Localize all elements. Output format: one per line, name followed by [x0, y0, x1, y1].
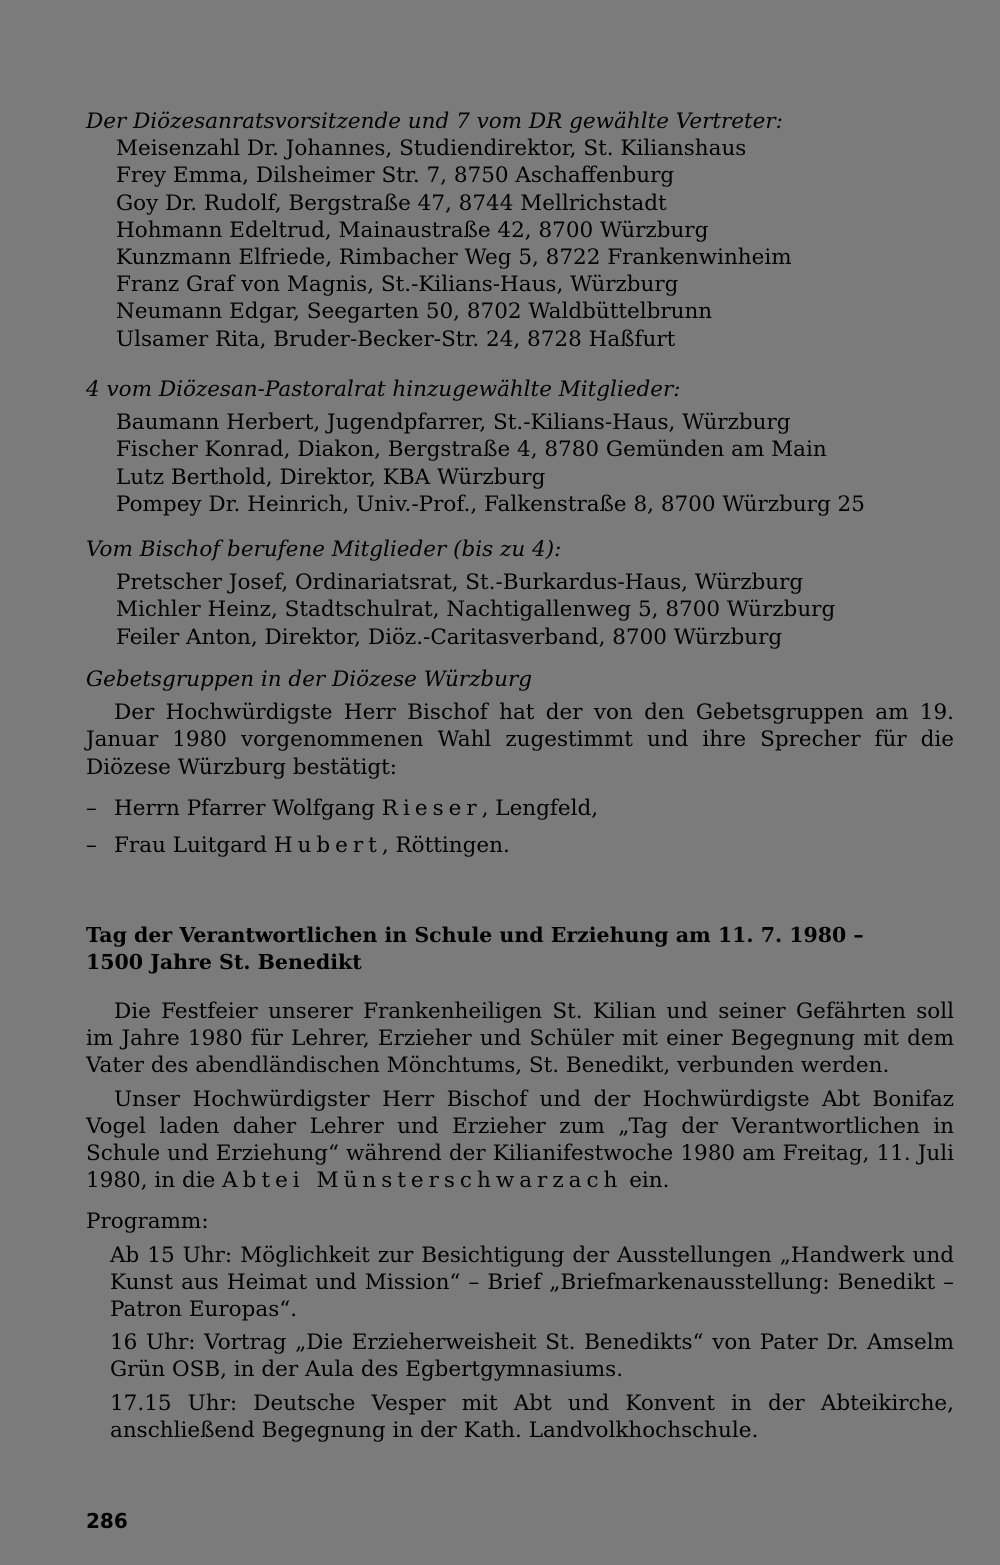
member-list — [86, 569, 956, 651]
list-item: Lutz Berthold, Direktor, KBA Würzburg — [116, 464, 546, 490]
list-item: Hohmann Edeltrud, Mainaustraße 42, 8700 Würzburg — [116, 217, 709, 243]
list-item: Ulsamer Rita, Bruder-Becker-Str. 24, 8728 Haßfurt — [116, 326, 676, 352]
speaker-surname: Rieser — [381, 795, 482, 821]
speaker-list — [86, 795, 954, 859]
program-label: Programm: — [86, 1209, 209, 1235]
article-tag-der-verantwortlichen — [86, 922, 954, 1450]
program-item: 17.15 Uhr: Deutsche Vesper mit Abt und Konvent in der Abteikirche, anschließend Begegnung in der Kath. Landvolkhochschule. — [110, 1390, 954, 1443]
list-item: Meisenzahl Dr. Johannes, Studiendirektor, St. Kilianshaus — [116, 136, 747, 162]
list-item: Neumann Edgar, Seegarten 50, 8702 Waldbüttelbrunn — [116, 299, 713, 325]
list-item: Baumann Herbert, Jugendpfarrer, St.-Kilians-Haus, Würzburg — [116, 410, 791, 436]
place-name: Abtei Münsterschwarzach — [222, 1168, 623, 1194]
program-item: Ab 15 Uhr: Möglichkeit zur Besichtigung der Ausstellungen „Handwerk und Kunst aus Heimat und Mission“ – Brief „Briefmarkenausstellung: Benedikt – Patron Europas“. — [110, 1242, 954, 1323]
section-heading: 4 vom Diözesan-Pastoralrat hinzugewählte Mitglieder: — [86, 377, 681, 402]
section-heading: Gebetsgruppen in der Diözese Würzburg — [86, 667, 533, 692]
list-item: Pompey Dr. Heinrich, Univ.-Prof., Falkenstraße 8, 8700 Würzburg 25 — [116, 491, 865, 517]
program-item: 16 Uhr: Vortrag „Die Erzieherweisheit St. Benedikts“ von Pater Dr. Amselm Grün OSB, in der Aula des Egbertgymnasiums. — [110, 1330, 954, 1383]
article-title-line-1: Tag der Verantwortlichen in Schule und Erziehung am 11. 7. 1980 – — [86, 923, 864, 947]
list-item: Pretscher Josef, Ordinariatsrat, St.-Burkardus-Haus, Würzburg — [116, 570, 804, 596]
section-gebetsgruppen — [86, 666, 954, 869]
article-title-line-2: 1500 Jahre St. Benedikt — [86, 950, 362, 974]
list-item: Kunzmann Elfriede, Rimbacher Weg 5, 8722 Frankenwinheim — [116, 245, 792, 271]
list-item: Goy Dr. Rudolf, Bergstraße 47, 8744 Mellrichstadt — [116, 190, 667, 216]
section-diozesanrat — [86, 108, 956, 353]
page-number: 286 — [86, 1509, 128, 1533]
list-item: Fischer Konrad, Diakon, Bergstraße 4, 8780 Gemünden am Main — [116, 437, 827, 463]
speaker-surname: Hubert — [273, 833, 382, 859]
list-item: Michler Heinz, Stadtschulrat, Nachtigallenweg 5, 8700 Würzburg — [116, 597, 836, 623]
section-heading: Vom Bischof berufene Mitglieder (bis zu 4): — [86, 537, 562, 562]
list-item: – Herrn Pfarrer Wolfgang Rieser, Lengfeld, — [86, 795, 954, 822]
list-item: Feiler Anton, Direktor, Diöz.-Caritasverband, 8700 Würzburg — [116, 624, 783, 650]
section-pastoralrat — [86, 376, 956, 518]
section-heading: Der Diözesanratsvorsitzende und 7 vom DR gewählte Vertreter: — [86, 109, 783, 134]
list-item: – Frau Luitgard Hubert, Röttingen. — [86, 832, 954, 859]
body-paragraph: Der Hochwürdigste Herr Bischof hat der von den Gebetsgruppen am 19. Januar 1980 vorgenommenen Wahl zugestimmt und ihre Sprecher für die Diözese Würzburg bestätigt: — [86, 700, 954, 780]
list-item: Franz Graf von Magnis, St.-Kilians-Haus, Würzburg — [116, 272, 679, 298]
member-list — [86, 409, 956, 518]
member-list — [86, 135, 956, 353]
body-paragraph: Die Festfeier unserer Frankenheiligen St. Kilian und seiner Gefährten soll im Jahre 1980 für Lehrer, Erzieher und Schüler mit einer Begegnung mit dem Vater des abendländischen Mönchtums, St. Benedikt, verbunden werden. — [86, 999, 954, 1079]
section-bischof-berufene — [86, 536, 956, 651]
body-paragraph: Unser Hochwürdigster Herr Bischof und der Hochwürdigste Abt Bonifaz Vogel laden daher Lehrer und Erzieher zum „Tag der Verantwortlichen in Schule und Erziehung“ während der Kilianifestwoche 1980 am Freitag, 11. Juli 1980, in die Abtei Münsterschwarzach ein. — [86, 1086, 954, 1194]
list-item: Frey Emma, Dilsheimer Str. 7, 8750 Aschaffenburg — [116, 163, 675, 189]
